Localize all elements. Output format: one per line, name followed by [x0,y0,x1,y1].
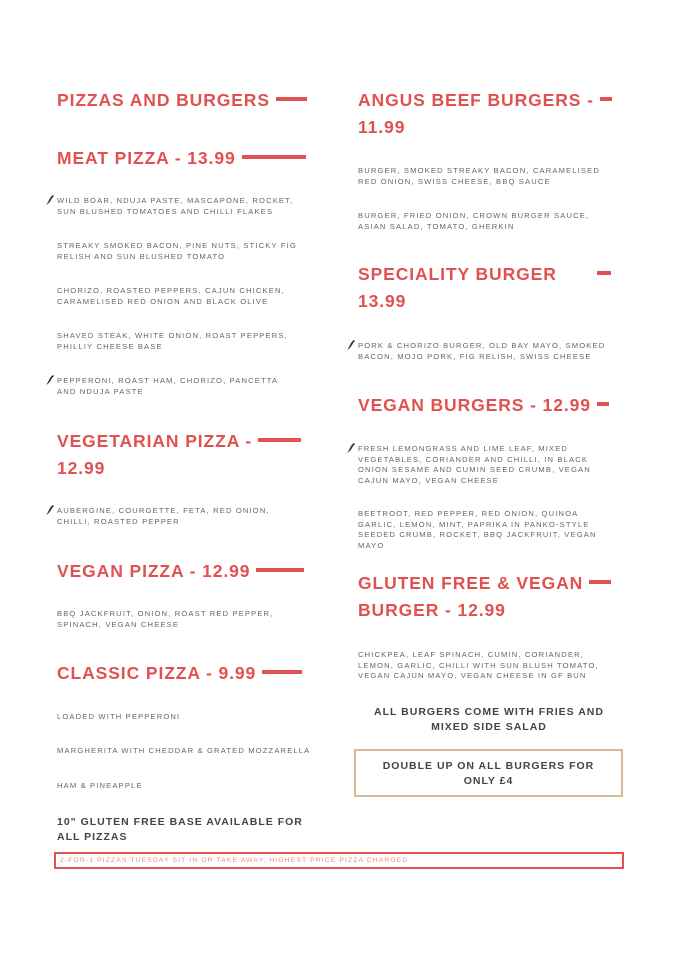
menu-item: BURGER, SMOKED STREAKY BACON, CARAMELISED RED ONION, SWISS CHEESE, BBQ SAUCE [358,166,600,186]
promo-banner: 2-FOR-1 PIZZAS TUESDAY SIT IN OR TAKE AWAY, HIGHEST PRICE PIZZA CHARGED [54,852,624,869]
vegetarian-pizza-heading: VEGETARIAN PIZZA - 12.99 [57,428,301,482]
fries-note: ALL BURGERS COME WITH FRIES AND MIXED SIDE SALAD [374,706,604,733]
chili-icon [346,442,356,454]
chili-icon [346,339,356,351]
menu-item: LOADED WITH PEPPERONI [57,712,181,721]
menu-item: BBQ JACKFRUIT, ONION, ROAST RED PEPPER, SPINACH, VEGAN CHEESE [57,609,274,629]
menu-item: HAM & PINEAPPLE [57,781,143,790]
menu-item: PEPPERONI, ROAST HAM, CHORIZO, PANCETTA AND NDUJA PASTE [57,376,297,397]
double-up-box: DOUBLE UP ON ALL BURGERS FOR ONLY £4 [354,749,623,797]
menu-item: STREAKY SMOKED BACON, PINE NUTS, STICKY FIG RELISH AND SUN BLUSHED TOMATO [57,241,297,261]
vegan-burgers-heading: VEGAN BURGERS - 12.99 [358,392,609,419]
menu-item: AUBERGINE, COURGETTE, FETA, RED ONION, CHILLI, ROASTED PEPPER [57,506,297,527]
chili-icon [45,374,55,386]
menu-item: FRESH LEMONGRASS AND LIME LEAF, MIXED VEGETABLES, CORIANDER AND CHILLI, IN BLACK ONION SESAME AND CUMIN SEED CRUMB, VEGAN CAJUN MAYO, VEGAN CHEESE [358,444,608,486]
menu-item: CHICKPEA, LEAF SPINACH, CUMIN, CORIANDER, LEMON, GARLIC, CHILLI WITH SUN BLUSH TOMATO, VEGAN CAJUN MAYO, VEGAN CHEESE IN GF BUN [358,650,599,680]
menu-item: BEETROOT, RED PEPPER, RED ONION, QUINOA GARLIC, LEMON, MINT, PAPRIKA IN PANKO-STYLE SEEDED CRUMB, ROCKET, BBQ JACKFRUIT, VEGAN MAYO [358,509,597,550]
gluten-free-base-note: 10" GLUTEN FREE BASE AVAILABLE FOR ALL PIZZAS [57,816,303,843]
menu-item: PORK & CHORIZO BURGER, OLD BAY MAYO, SMOKED BACON, MOJO PORK, FIG RELISH, SWISS CHEESE [358,341,608,362]
chili-icon [45,194,55,206]
speciality-burger-heading: SPECIALITY BURGER 13.99 [358,261,611,315]
meat-pizza-heading: MEAT PIZZA - 13.99 [57,145,306,172]
menu-title: PIZZAS AND BURGERS [57,87,307,114]
menu-item: WILD BOAR, NDUJA PASTE, MASCAPONE, ROCKET, SUN BLUSHED TOMATOES AND CHILLI FLAKES [57,196,307,217]
gluten-free-vegan-burger-heading: GLUTEN FREE & VEGAN BURGER - 12.99 [358,570,611,624]
menu-item: BURGER, FRIED ONION, CROWN BURGER SAUCE, ASIAN SALAD, TOMATO, GHERKIN [358,211,590,231]
chili-icon [45,504,55,516]
menu-item: SHAVED STEAK, WHITE ONION, ROAST PEPPERS, PHILLIY CHEESE BASE [57,331,288,351]
vegan-pizza-heading: VEGAN PIZZA - 12.99 [57,558,304,585]
classic-pizza-heading: CLASSIC PIZZA - 9.99 [57,660,302,687]
menu-item: MARGHERITA WITH CHEDDAR & GRATED MOZZARELLA [57,746,311,755]
menu-item: CHORIZO, ROASTED PEPPERS, CAJUN CHICKEN, CARAMELISED RED ONION AND BLACK OLIVE [57,286,285,306]
angus-beef-heading: ANGUS BEEF BURGERS - 11.99 [358,87,612,141]
